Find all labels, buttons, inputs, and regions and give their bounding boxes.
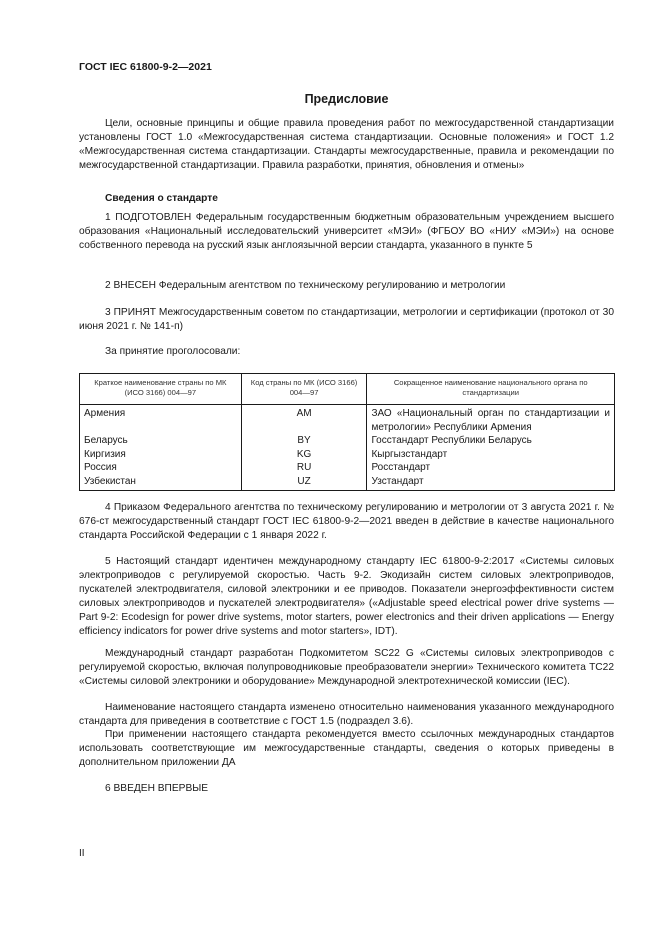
- cell-code: AM: [241, 405, 367, 435]
- item-5-references-paragraph: При применении настоящего стандарта рекомендуется вместо ссылочных международных стандартов использовать соответствующие им межгосударственные стандарты, сведения о которых приведены в дополнительном приложении ДА: [79, 729, 614, 768]
- cell-country: Россия: [84, 462, 117, 473]
- cell-body: ЗАО «Национальный орган по стандартизации и метрологии» Республики Армения: [371, 408, 610, 433]
- cell-body: Кыргызстандарт: [371, 448, 448, 460]
- cell-country: Узбекистан: [84, 475, 136, 487]
- cell-country: Беларусь: [84, 435, 128, 446]
- cell-country: Армения: [84, 408, 126, 419]
- cell-body: Госстандарт Республики Беларусь: [371, 435, 532, 446]
- item-1-paragraph: 1 ПОДГОТОВЛЕН Федеральным государственным бюджетным образовательным учреждением высшего образования «Национальный исследовательский университет «МЭИ» (ФГБОУ ВО «НИУ «МЭИ») на основе собственного перевода на русский язык англоязычной версии стандарта, указанного в пункте 5: [79, 212, 614, 251]
- table-row: [80, 475, 615, 491]
- table-row: [80, 448, 615, 462]
- section-heading: Сведения о стандарте: [105, 193, 218, 204]
- voted-label: За принятие проголосовали:: [105, 346, 241, 357]
- header-code: Код страны по МК (ИСО 3166) 004—97: [241, 374, 367, 405]
- table-row: [80, 434, 615, 448]
- cell-country: Киргизия: [84, 448, 126, 460]
- voting-table: [79, 373, 615, 491]
- item-6-paragraph: 6 ВВЕДЕН ВПЕРВЫЕ: [105, 783, 209, 794]
- cell-body: Росстандарт: [371, 462, 431, 473]
- cell-code: KG: [241, 448, 367, 462]
- item-2-paragraph: 2 ВНЕСЕН Федеральным агентством по техническому регулированию и метрологии: [105, 280, 506, 291]
- item-5-name-paragraph: Наименование настоящего стандарта изменено относительно наименования указанного международного стандарта для приведения в соответствие с ГОСТ 1.5 (подраздел 3.6).: [79, 702, 614, 727]
- page-number: II: [79, 848, 85, 859]
- cell-code: BY: [241, 434, 367, 448]
- intro-paragraph: Цели, основные принципы и общие правила проведения работ по межгосударственной стандартизации установлены ГОСТ 1.0 «Межгосударственная система стандартизации. Основные положения» и ГОСТ 1.2 «Межгосударственная система стандартизации. Стандарты межгосударственные, правила и рекомендации по межгосударственной стандартизации. Правила разработки, принятия, обновления и отмены»: [79, 118, 614, 171]
- cell-code: UZ: [241, 475, 367, 491]
- header-body: Сокращенное наименование национального органа по стандартизации: [367, 374, 615, 405]
- cell-code: RU: [241, 461, 367, 475]
- table-row: [80, 461, 615, 475]
- item-5-committee-paragraph: Международный стандарт разработан Подкомитетом SC22 G «Системы силовых электроприводов с регулируемой скоростью, включая полупроводниковые преобразователи энергии» Технического комитета TC22 «Системы силовой электроники и оборудование» Международной электротехнической комиссии (IEC).: [79, 648, 614, 687]
- item-4-paragraph: 4 Приказом Федерального агентства по техническому регулированию и метрологии от 3 августа 2021 г. № 676-ст межгосударственный стандарт ГОСТ IEC 61800-9-2—2021 введен в действие в качестве национального стандарта Российской Федерации с 1 января 2022 г.: [79, 502, 614, 541]
- item-5-paragraph: 5 Настоящий стандарт идентичен международному стандарту IEC 61800-9-2:2017 «Системы силовых электроприводов с регулируемой скоростью. Часть 9-2. Экодизайн систем силовых электроприводов, пускателей электродвигателя, силовой электроники и ее приводов. Показатели энергоэффективности систем силовых электроприводов и пускателей электродвигателя» («Adjustable speed electrical power drive systems — Part 9-2: Ecodesign for power drive systems, motor starters, power electronics and their driven applications — Energy efficiency indicators for power drive systems and motor starters», IDT).: [79, 556, 614, 637]
- table-row: [80, 405, 615, 435]
- page-title: Предисловие: [304, 92, 389, 106]
- document-code: ГОСТ IEC 61800-9-2—2021: [79, 61, 212, 73]
- cell-body: Узстандарт: [371, 475, 424, 487]
- table-header-row: [80, 374, 615, 405]
- header-country: Краткое наименование страны по МК (ИСО 3166) 004—97: [80, 374, 242, 405]
- item-3-paragraph: 3 ПРИНЯТ Межгосударственным советом по стандартизации, метрологии и сертификации (протокол от 30 июня 2021 г. № 141-п): [79, 307, 614, 332]
